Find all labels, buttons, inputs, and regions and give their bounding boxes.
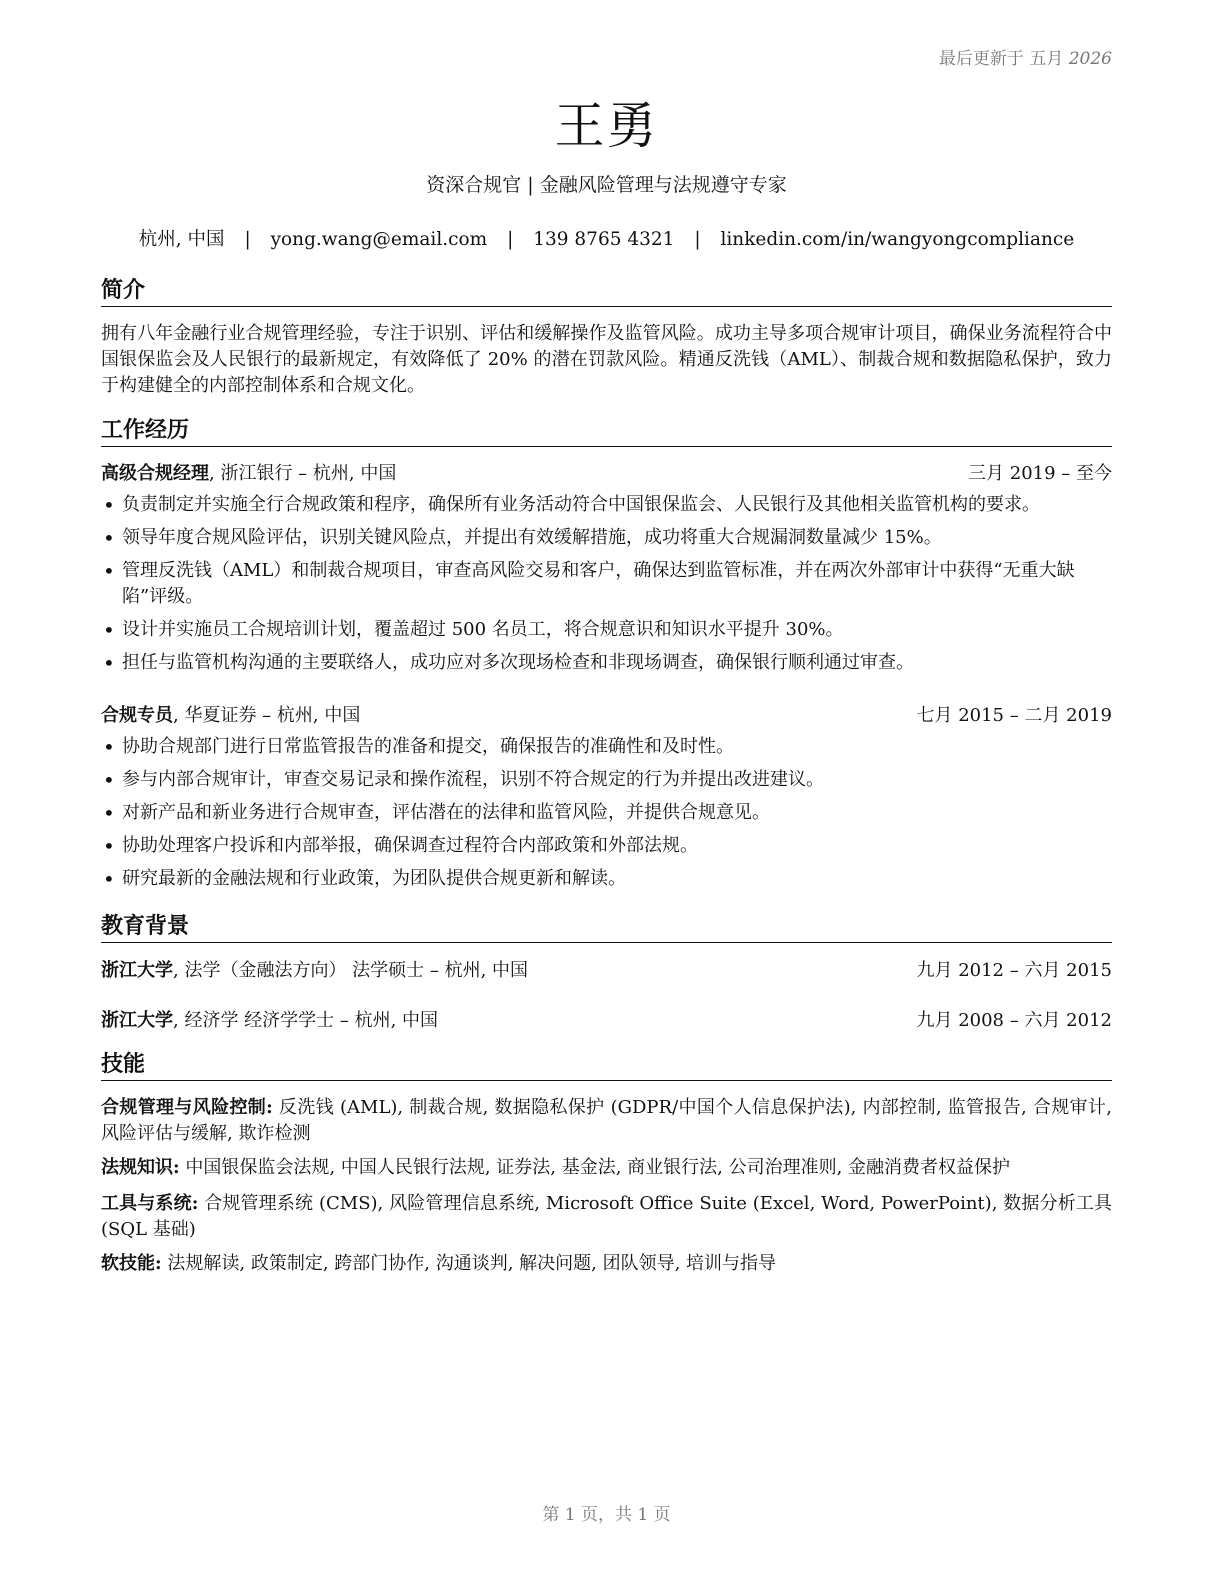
job-header: [101, 703, 1112, 729]
job-org: , 浙江银行 – 杭州, 中国: [209, 463, 397, 484]
list-item: • 对新产品和新业务进行合规审查，评估潜在的法律和监管风险，并提供合规意见。: [101, 800, 1112, 826]
skill-group: [101, 1155, 1112, 1181]
list-item: • 领导年度合规风险评估，识别关键风险点，并提出有效缓解措施，成功将重大合规漏洞数量减少 15%。: [101, 525, 1112, 551]
contact-separator: |: [244, 229, 251, 250]
education-school: 浙江大学: [101, 1010, 173, 1031]
education-entry: [101, 1008, 1112, 1034]
job-header: [101, 461, 1112, 487]
page-number-footer: 第 1 页，共 1 页: [542, 1505, 671, 1525]
skill-group: [101, 1191, 1112, 1243]
skill-group: [101, 1095, 1112, 1147]
section-title-education: 教育背景: [101, 914, 1112, 943]
summary-text: 拥有八年金融行业合规管理经验，专注于识别、评估和缓解操作及监管风险。成功主导多项合规审计项目，确保业务流程符合中国银保监会及人民银行的最新规定，有效降低了 20% 的潜在罚款风险。精通反洗钱（AML）、制裁合规和数据隐私保护，致力于构建健全的内部控制体系和合规文化。: [101, 323, 1112, 396]
education-school: 浙江大学: [101, 960, 173, 981]
education-dates: 九月 2012 – 六月 2015: [916, 960, 1112, 981]
list-item: • 协助合规部门进行日常监管报告的准备和提交，确保报告的准确性和及时性。: [101, 734, 1112, 760]
last-updated: 最后更新于 五月 2026: [938, 49, 1112, 69]
list-item: • 研究最新的金融法规和行业政策，为团队提供合规更新和解读。: [101, 866, 1112, 892]
skill-label: 工具与系统:: [101, 1193, 199, 1214]
contact-separator: |: [507, 229, 514, 250]
candidate-name: 王勇: [554, 97, 659, 155]
skill-text: 中国银保监会法规, 中国人民银行法规, 证券法, 基金法, 商业银行法, 公司治理准则, 金融消费者权益保护: [179, 1157, 1011, 1178]
education-detail: , 法学（金融法方向） 法学硕士 – 杭州, 中国: [173, 960, 529, 981]
last-updated-year: 2026: [1068, 49, 1112, 69]
contact-separator: |: [694, 229, 701, 250]
list-item: • 协助处理客户投诉和内部举报，确保调查过程符合内部政策和外部法规。: [101, 833, 1112, 859]
skill-label: 软技能:: [101, 1253, 162, 1274]
list-item: • 担任与监管机构沟通的主要联络人，成功应对多次现场检查和非现场调查，确保银行顺利通过审查。: [101, 650, 1112, 676]
contact-email[interactable]: yong.wang@email.com: [270, 229, 488, 250]
skill-group: [101, 1251, 1112, 1277]
section-title-skills: 技能: [101, 1052, 1112, 1081]
headline: 资深合规官 | 金融风险管理与法规遵守专家: [426, 174, 787, 196]
job-bullets: [101, 734, 1112, 899]
list-item: • 设计并实施员工合规培训计划，覆盖超过 500 名员工，将合规意识和知识水平提升 30%。: [101, 617, 1112, 643]
contact-location: 杭州, 中国: [138, 229, 225, 250]
skill-text: 反洗钱 (AML), 制裁合规, 数据隐私保护 (GDPR/中国个人信息保护法), 内部控制, 监管报告, 合规审计, 风险评估与缓解, 欺诈检测: [101, 1097, 1112, 1144]
job-role: 高级合规经理: [101, 463, 209, 484]
job-dates: 七月 2015 – 二月 2019: [916, 705, 1112, 726]
resume-page: [101, 0, 1112, 1584]
contact-phone: 139 8765 4321: [533, 229, 675, 250]
job-dates: 三月 2019 – 至今: [968, 463, 1112, 484]
contact-line: [101, 225, 1112, 251]
education-detail: , 经济学 经济学学士 – 杭州, 中国: [173, 1010, 439, 1031]
contact-linkedin-link[interactable]: linkedin.com/in/wangyongcompliance: [720, 229, 1075, 250]
job-org: , 华夏证券 – 杭州, 中国: [173, 705, 361, 726]
skill-label: 合规管理与风险控制:: [101, 1097, 273, 1118]
education-entry: [101, 958, 1112, 984]
skill-text: 法规解读, 政策制定, 跨部门协作, 沟通谈判, 解决问题, 团队领导, 培训与指导: [161, 1253, 777, 1274]
section-title-summary: 简介: [101, 278, 1112, 307]
job-bullets: [101, 492, 1112, 683]
job-role: 合规专员: [101, 705, 173, 726]
skill-text: 合规管理系统 (CMS), 风险管理信息系统, Microsoft Office Suite (Excel, Word, PowerPoint), 数据分析工具 (SQL 基础): [101, 1193, 1112, 1240]
list-item: • 负责制定并实施全行合规政策和程序，确保所有业务活动符合中国银保监会、人民银行及其他相关监管机构的要求。: [101, 492, 1112, 518]
skill-label: 法规知识:: [101, 1157, 180, 1178]
education-dates: 九月 2008 – 六月 2012: [916, 1010, 1112, 1031]
section-title-experience: 工作经历: [101, 418, 1112, 447]
list-item: • 参与内部合规审计，审查交易记录和操作流程，识别不符合规定的行为并提出改进建议。: [101, 767, 1112, 793]
list-item: • 管理反洗钱（AML）和制裁合规项目，审查高风险交易和客户，确保达到监管标准，并在两次外部审计中获得“无重大缺陷”评级。: [101, 558, 1112, 610]
